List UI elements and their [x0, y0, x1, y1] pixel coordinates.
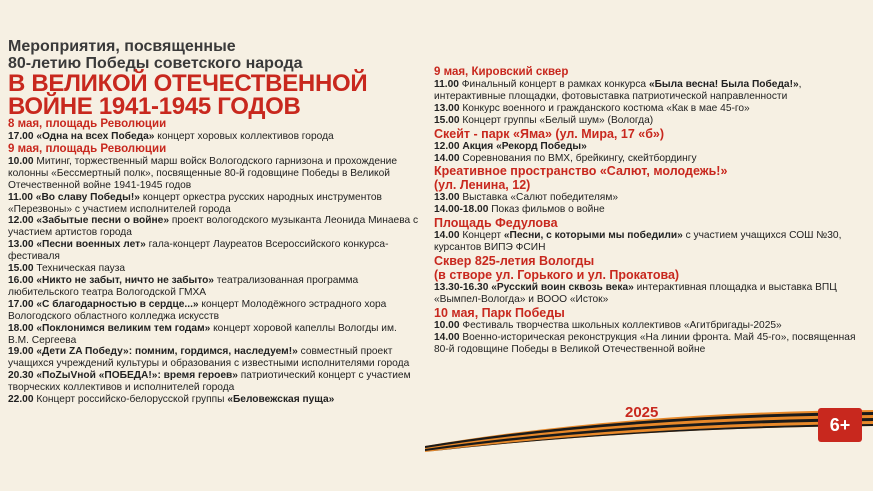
event-item: 13.00 «Песни военных лет» гала-концерт Лауреатов Всероссийского конкурса-фестиваля	[8, 239, 389, 263]
event-item: 13.00 Выставка «Салют победителям»	[434, 192, 618, 204]
date-may-8: 8 мая, площадь Революции	[8, 118, 167, 130]
venue-square-825-address: (в створе ул. Горького и ул. Прокатова)	[434, 268, 680, 283]
event-item: 15.00 Концерт группы «Белый шум» (Вологда)	[434, 114, 654, 126]
age-rating-badge: 6+	[818, 408, 862, 442]
venue-creative-address: (ул. Ленина, 12)	[434, 178, 531, 193]
venue-creative-space: Креативное пространство «Салют, молодежь!»	[434, 164, 728, 179]
event-item: 14.00 Военно-историческая реконструкция «На линии фронта. Май 45-го», посвященная 80-й годовщине Победы в Великой Отечественной войне	[434, 331, 856, 355]
event-item: 14.00 Концерт «Песни, с которыми мы победили» с участием учащихся СОШ №30, курсантов ВИПЭ ФСИН	[434, 230, 842, 254]
venue-fedulov-square: Площадь Федулова	[434, 216, 558, 231]
venue-kirov-square: 9 мая, Кировский сквер	[434, 66, 569, 78]
event-item: 20.30 «ПоZыVной «ПОБЕДА!»: время героев» патриотический концерт с участием творческих коллективов и исполнителей города	[8, 370, 411, 394]
event-item: 19.00 «Дети ZA Победу»: помним, гордимся, наследуем!» совместный проект учащихся учреждений культуры и образования с известными исполнителями города	[8, 346, 410, 370]
event-item: 12.00 Акция «Рекорд Победы»	[434, 140, 587, 152]
event-item: 15.00 Техническая пауза	[8, 263, 126, 275]
event-item: 13.00 Конкурс военного и гражданского костюма «Как в мае 45-го»	[434, 102, 750, 114]
event-item: 13.30-16.30 «Русский воин сквозь века» интерактивная площадка и выставка ВПЦ «Вымпел-Вологда» и ВООО «Исток»	[434, 282, 837, 305]
event-item: 22.00 Концерт российско-белорусской группы «Беловежская пуща»	[8, 394, 335, 406]
event-item: 16.00 «Никто не забыт, ничто не забыто» театрализованная программа любительского театра Вологодской ГМХА	[8, 274, 359, 298]
event-item: 11.00 Финальный концерт в рамках конкурса «Была весна! Была Победа!», интерактивные площадки, фотовыставка патриотической направленности	[434, 79, 802, 102]
event-item: 10.00 Митинг, торжественный марш войск Вологодского гарнизона и прохождение колонны «Бессмертный полк», посвященные 80-й годовщине Победы в Великой Отечественной войне 1941-1945 годов	[8, 155, 398, 191]
venue-square-825: Сквер 825-летия Вологды	[434, 254, 595, 269]
event-item: 11.00 «Во славу Победы!» концерт оркестра русских народных инструментов «Перезвоны» с участием исполнителей города	[8, 191, 382, 215]
event-item: 10.00 Фестиваль творчества школьных коллективов «Агитбригады-2025»	[434, 319, 782, 331]
header-line-1: Мероприятия, посвященные	[8, 38, 236, 55]
title-line-1: В ВЕЛИКОЙ ОТЕЧЕСТВЕННОЙ	[8, 70, 368, 97]
right-column	[434, 66, 870, 356]
event-item: 14.00 Соревнования по BMX, брейкингу, скейтбордингу	[434, 152, 697, 164]
title-line-2: ВОЙНЕ 1941-1945 ГОДОВ	[8, 93, 301, 120]
header-line-2: 80-летию Победы советского народа	[8, 55, 303, 72]
event-item: 14.00-18.00 Показ фильмов о войне	[434, 204, 605, 216]
left-column	[8, 38, 420, 406]
event-item: 17.00 «С благодарностью в сердце...» концерт Молодёжного эстрадного хора Вологодского областного колледжа искусств	[8, 298, 387, 322]
event-item: 12.00 «Забытые песни о войне» проект вологодского музыканта Леонида Минаева с участием артистов города	[8, 215, 419, 239]
event-item: 17.00 «Одна на всех Победа» концерт хоровых коллективов города	[8, 131, 334, 142]
date-may-9: 9 мая, площадь Революции	[8, 142, 167, 155]
venue-victory-park: 10 мая, Парк Победы	[434, 305, 565, 320]
venue-skate-park: Скейт - парк «Яма» (ул. Мира, 17 «б»)	[434, 126, 665, 141]
event-item: 18.00 «Поклонимся великим тем годам» концерт хоровой капеллы Вологды им. В.М. Сергеева	[8, 322, 397, 346]
year-label: 2025	[625, 404, 659, 421]
